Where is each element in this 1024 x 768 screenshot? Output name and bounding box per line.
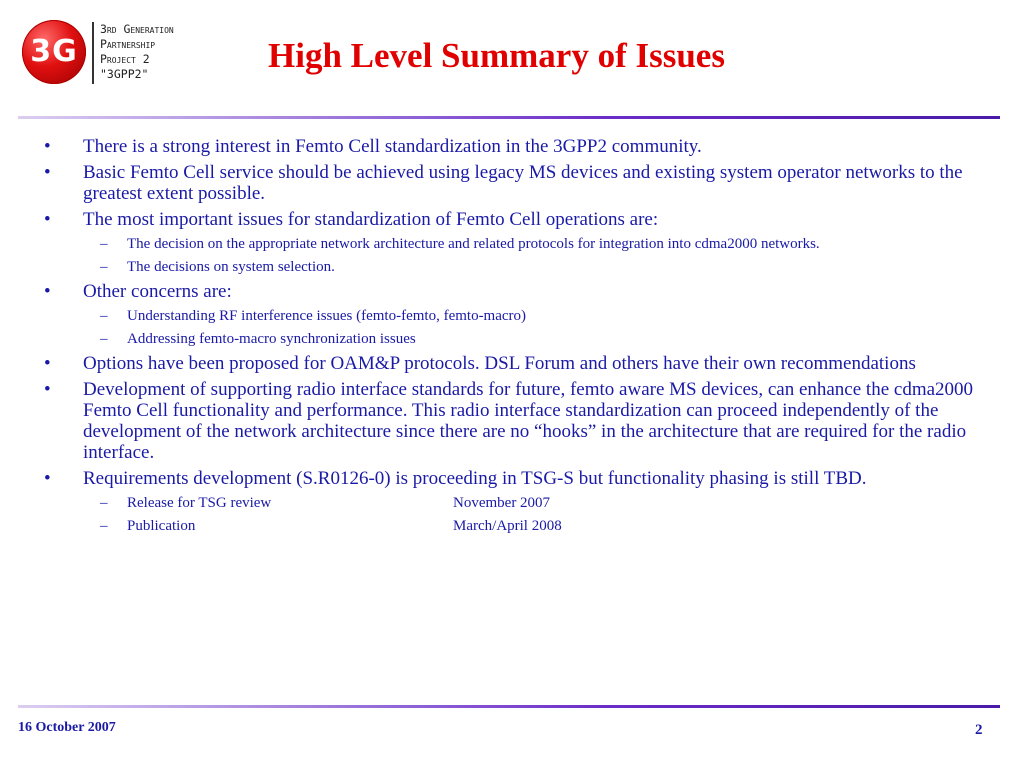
bullet-text: The most important issues for standardization of Femto Cell operations are: — [83, 209, 659, 230]
sub-bullet-marker: – — [100, 308, 108, 324]
bullet-marker: • — [44, 136, 51, 157]
bullet-text: Other concerns are: — [83, 281, 232, 302]
sub-bullet-item — [44, 258, 984, 276]
bullet-item — [44, 353, 984, 374]
sub-bullet-marker: – — [100, 236, 108, 252]
bullet-marker: • — [44, 379, 51, 400]
logo-3gpp2 — [22, 20, 242, 90]
schedule-date: March/April 2008 — [453, 518, 562, 534]
bullet-marker: • — [44, 468, 51, 489]
sub-bullet-marker: – — [100, 331, 108, 347]
bullet-item — [44, 379, 984, 463]
sub-bullet-item — [44, 307, 984, 325]
bullet-item — [44, 209, 984, 230]
footer-rule — [18, 705, 1000, 708]
sub-bullet-marker: – — [100, 259, 108, 275]
sub-bullet-text: The decisions on system selection. — [127, 259, 335, 275]
bullet-text: There is a strong interest in Femto Cell standardization in the 3GPP2 community. — [83, 136, 702, 157]
schedule-date: November 2007 — [453, 495, 551, 511]
logo-divider — [92, 22, 94, 84]
logo-line-1: 3rd Generation — [100, 22, 174, 36]
bullet-text: Development of supporting radio interface standards for future, femto aware MS devices, can enhance the cdma2000 Femto Cell functionality and performance. This radio interface standardization can proceed independently of the development of the network architecture since there are no “hooks” in the architecture that are required for the radio interface. — [83, 379, 974, 463]
bullet-text: Options have been proposed for OAM&P protocols. DSL Forum and others have their own recommendations — [83, 353, 916, 374]
sub-bullet-text: Addressing femto-macro synchronization issues — [127, 331, 416, 347]
bullet-text: Requirements development (S.R0126-0) is proceeding in TSG-S but functionality phasing is still TBD. — [83, 468, 867, 489]
bullet-item — [44, 468, 984, 489]
logo-line-2: Partnership — [100, 37, 156, 51]
bullet-marker: • — [44, 209, 51, 230]
sub-bullet-text: Understanding RF interference issues (femto-femto, femto-macro) — [127, 308, 527, 324]
header-rule — [18, 116, 1000, 119]
schedule-row — [44, 494, 984, 512]
sub-bullet-item — [44, 330, 984, 348]
page-number: 2 — [975, 722, 983, 738]
bullet-item — [44, 136, 984, 157]
sub-bullet-item — [44, 235, 984, 253]
schedule-item: Publication — [127, 518, 196, 534]
sub-bullet-marker: – — [100, 495, 108, 511]
bullet-marker: • — [44, 162, 51, 183]
bullet-text: Basic Femto Cell service should be achieved using legacy MS devices and existing system operator networks to the greatest extent possible. — [83, 162, 963, 204]
slide-title: High Level Summary of Issues — [268, 36, 725, 75]
bullet-marker: • — [44, 281, 51, 302]
sub-bullet-marker: – — [100, 518, 108, 534]
logo-mark: 3G — [30, 34, 78, 69]
logo-line-4: "3GPP2" — [100, 67, 149, 81]
bullet-item — [44, 281, 984, 302]
logo-line-3: Project 2 — [100, 52, 150, 66]
footer-date: 16 October 2007 — [18, 720, 116, 735]
sub-bullet-text: The decision on the appropriate network architecture and related protocols for integration into cdma2000 networks. — [127, 236, 820, 252]
bullet-item — [44, 162, 984, 204]
logo-text — [100, 22, 174, 82]
bullet-marker: • — [44, 353, 51, 374]
schedule-item: Release for TSG review — [127, 495, 272, 511]
schedule-row — [44, 517, 984, 535]
slide-body — [44, 136, 984, 540]
